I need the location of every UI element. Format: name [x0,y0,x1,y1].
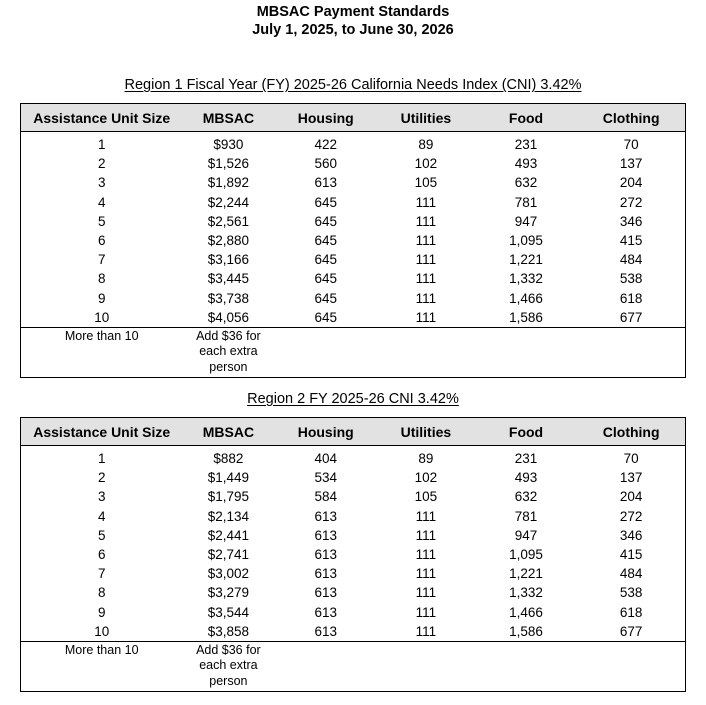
cell-mbsac: $3,858 [207,623,250,639]
cell-utilities: 111 [415,623,437,639]
cell-utilities: 105 [414,175,438,191]
cell-housing: 645 [314,290,337,306]
cell-clothing: 618 [619,604,643,620]
table-row [21,154,686,173]
cell-mbsac: $3,002 [207,566,250,582]
cell-housing: 613 [314,566,337,582]
cell-assistance-unit-size: 1 [97,137,106,153]
cell-assistance-unit-size: 2 [97,156,106,172]
cell-food: 781 [514,508,538,524]
cell-clothing: 272 [619,194,643,210]
table-header-row [21,418,686,446]
cell-assistance-unit-size: 10 [94,309,110,325]
table-row [21,545,686,564]
cell-mbsac: $2,441 [207,527,250,543]
region-2-caption-text: Region 2 FY 2025-26 CNI 3.42% [247,391,459,407]
cell-assistance-unit-size: 5 [97,527,106,543]
cell-mbsac: $882 [213,451,244,467]
cell-housing: 613 [314,604,337,620]
header-food: Food [475,418,578,446]
region-1-table [20,103,686,378]
cell-assistance-unit-size: More than 10 [21,641,183,691]
table-row [21,250,686,269]
header-utilities: Utilities [377,104,475,132]
cell-food: 947 [514,527,538,543]
cell-assistance-unit-size: 9 [97,290,106,306]
cell-utilities: 111 [415,271,437,287]
table-row [21,289,686,308]
cell-assistance-unit-size: 3 [97,175,106,191]
region-2-table-body [21,446,686,692]
cell-utilities: 111 [415,252,437,268]
cell-utilities: 111 [415,194,437,210]
cell-housing: 645 [314,194,337,210]
cell-food: 947 [514,213,538,229]
title-line-2: July 1, 2025, to June 30, 2026 [252,22,454,38]
cell-assistance-unit-size: 3 [97,489,106,505]
cell-utilities: 111 [415,547,437,563]
cell-clothing: 70 [623,137,639,153]
cell-clothing: 415 [619,547,643,563]
cell-utilities: 111 [415,508,437,524]
cell-utilities: 111 [415,527,437,543]
region-1-table-body [21,132,686,378]
cell-food: 1,221 [509,566,543,582]
cell-mbsac: $3,445 [207,271,250,287]
table-row [21,231,686,250]
cell-mbsac: $3,544 [207,604,250,620]
header-mbsac: MBSAC [182,104,274,132]
cell-food: 231 [514,137,538,153]
cell-clothing: 137 [619,156,643,172]
cell-food: 493 [514,156,538,172]
cell-food: 1,332 [509,585,543,601]
cell-utilities: 102 [414,470,438,486]
cell-utilities: 89 [418,451,434,467]
header-food: Food [475,104,578,132]
document-title [0,3,706,39]
header-housing: Housing [274,418,377,446]
cell-utilities: 111 [415,309,437,325]
empty-cell [577,641,685,691]
cell-food: 1,095 [509,233,543,249]
cell-housing: 613 [314,585,337,601]
cell-utilities: 89 [418,137,434,153]
cell-assistance-unit-size: 8 [97,585,106,601]
cell-food: 493 [514,470,538,486]
cell-assistance-unit-size: 8 [97,271,106,287]
cell-assistance-unit-size: 6 [97,547,106,563]
table-row [21,603,686,622]
cell-clothing: 70 [623,451,639,467]
cell-food: 1,586 [509,309,543,325]
cell-housing: 404 [314,451,337,467]
cell-housing: 645 [314,271,337,287]
header-housing: Housing [274,104,377,132]
region-2-table [20,417,686,692]
table-row [21,583,686,602]
empty-cell [274,641,377,691]
cell-clothing: 538 [619,585,643,601]
table-row [21,269,686,288]
cell-assistance-unit-size: 7 [97,566,106,582]
cell-mbsac: $4,056 [207,309,250,325]
extra-person-note: Add $36 for each extra person [196,328,261,374]
extra-person-note: Add $36 for each extra person [196,642,261,688]
cell-clothing: 677 [619,309,643,325]
cell-mbsac-extra [182,327,274,377]
cell-housing: 613 [314,175,337,191]
cell-food: 1,586 [509,623,543,639]
table-row-more-than-10 [21,641,686,691]
cell-assistance-unit-size: 6 [97,233,106,249]
cell-housing: 645 [314,309,337,325]
cell-clothing: 618 [619,290,643,306]
region-1-caption-text: Region 1 Fiscal Year (FY) 2025-26 California Needs Index (CNI) 3.42% [124,77,582,93]
empty-cell [274,327,377,377]
cell-utilities: 111 [415,604,437,620]
cell-food: 1,221 [509,252,543,268]
cell-housing: 645 [314,233,337,249]
table-row [21,526,686,545]
region-2-caption [0,390,706,408]
cell-mbsac: $2,561 [207,213,250,229]
cell-mbsac: $1,526 [207,156,250,172]
cell-housing: 613 [314,508,337,524]
cell-assistance-unit-size: 9 [97,604,106,620]
cell-clothing: 346 [619,527,643,543]
cell-assistance-unit-size: More than 10 [21,327,183,377]
cell-utilities: 111 [415,585,437,601]
empty-cell [377,641,475,691]
cell-housing: 613 [314,527,337,543]
cell-housing: 422 [314,137,337,153]
cell-food: 632 [514,175,538,191]
cell-clothing: 204 [619,489,643,505]
cell-food: 1,466 [509,604,543,620]
cell-food: 1,466 [509,290,543,306]
cell-housing: 613 [314,623,337,639]
cell-utilities: 111 [415,213,437,229]
cell-clothing: 484 [619,566,643,582]
cell-mbsac: $1,795 [207,489,250,505]
cell-food: 781 [514,194,538,210]
cell-assistance-unit-size: 4 [97,194,106,210]
cell-utilities: 102 [414,156,438,172]
empty-cell [577,327,685,377]
table-row-more-than-10 [21,327,686,377]
cell-housing: 560 [314,156,337,172]
cell-housing: 534 [314,470,337,486]
table-row [21,507,686,526]
cell-clothing: 137 [619,470,643,486]
table-row [21,487,686,506]
table-header-row [21,104,686,132]
cell-mbsac: $1,449 [207,470,250,486]
cell-clothing: 346 [619,213,643,229]
table-row [21,564,686,583]
empty-cell [475,641,578,691]
cell-mbsac: $3,279 [207,585,250,601]
cell-assistance-unit-size: 1 [97,451,106,467]
cell-mbsac: $2,880 [207,233,250,249]
cell-utilities: 111 [415,290,437,306]
cell-assistance-unit-size: 2 [97,470,106,486]
cell-mbsac: $2,244 [207,194,250,210]
cell-mbsac: $2,741 [207,547,250,563]
cell-mbsac: $3,738 [207,290,250,306]
table-row [21,468,686,487]
cell-housing: 613 [314,547,337,563]
cell-clothing: 538 [619,271,643,287]
cell-food: 632 [514,489,538,505]
cell-mbsac: $2,134 [207,508,250,524]
cell-assistance-unit-size: 10 [94,623,110,639]
table-row [21,308,686,328]
cell-utilities: 105 [414,489,438,505]
cell-clothing: 484 [619,252,643,268]
cell-housing: 584 [314,489,337,505]
cell-housing: 645 [314,252,337,268]
header-clothing: Clothing [577,418,685,446]
empty-cell [475,327,578,377]
title-line-1: MBSAC Payment Standards [256,4,450,20]
header-utilities: Utilities [377,418,475,446]
cell-clothing: 415 [619,233,643,249]
cell-assistance-unit-size: 5 [97,213,106,229]
cell-mbsac-extra [182,641,274,691]
cell-assistance-unit-size: 4 [97,508,106,524]
table-row [21,173,686,192]
empty-cell [377,327,475,377]
header-assistance-unit-size: Assistance Unit Size [21,418,183,446]
cell-utilities: 111 [415,566,437,582]
cell-clothing: 272 [619,508,643,524]
header-clothing: Clothing [577,104,685,132]
table-row [21,212,686,231]
header-mbsac: MBSAC [182,418,274,446]
cell-mbsac: $1,892 [207,175,250,191]
region-1-caption [0,76,706,94]
cell-mbsac: $3,166 [207,252,250,268]
header-assistance-unit-size: Assistance Unit Size [21,104,183,132]
cell-utilities: 111 [415,233,437,249]
cell-food: 1,332 [509,271,543,287]
cell-assistance-unit-size: 7 [97,252,106,268]
cell-clothing: 204 [619,175,643,191]
cell-food: 1,095 [509,547,543,563]
cell-mbsac: $930 [213,137,244,153]
table-row [21,446,686,469]
table-row [21,622,686,642]
table-row [21,132,686,155]
table-row [21,193,686,212]
cell-housing: 645 [314,213,337,229]
cell-clothing: 677 [619,623,643,639]
cell-food: 231 [514,451,538,467]
